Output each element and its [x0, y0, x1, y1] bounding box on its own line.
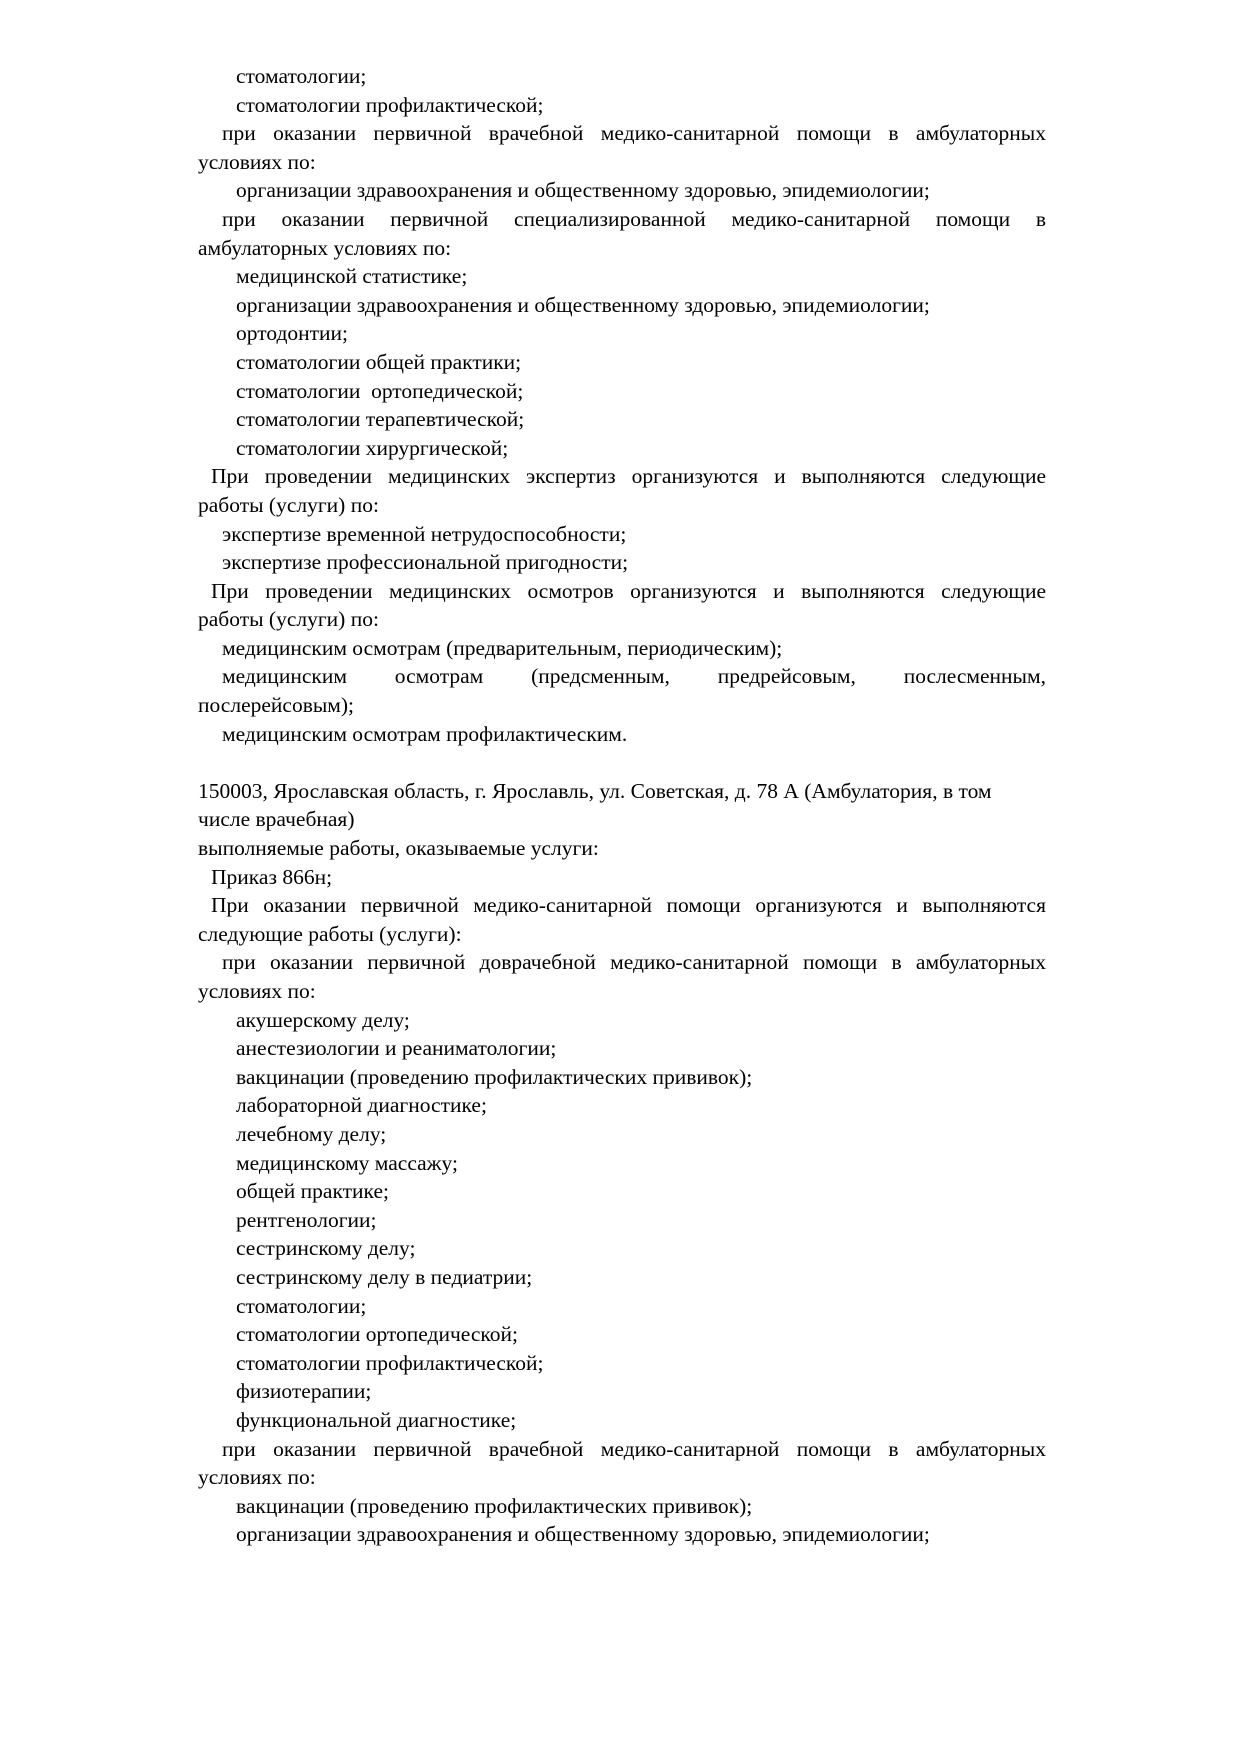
document-line: числе врачебная) [198, 807, 355, 832]
document-line: следующие работы (услуги): [198, 921, 462, 946]
document-line: физиотерапии; [236, 1379, 372, 1404]
document-line: экспертизе профессиональной пригодности; [222, 550, 629, 575]
document-line: При проведении медицинских осмотров организуются и выполняются следующие [211, 578, 1046, 603]
document-line: работы (услуги) по: [198, 607, 379, 632]
document-line: лабораторной диагностике; [236, 1093, 487, 1118]
document-line: стоматологии терапевтической; [236, 407, 525, 432]
document-line: функциональной диагностике; [236, 1407, 517, 1432]
document-line: вакцинации (проведению профилактических прививок); [236, 1064, 753, 1089]
document-line: экспертизе временной нетрудоспособности; [222, 521, 627, 546]
document-line: условиях по: [198, 149, 316, 174]
document-line: лечебному делу; [236, 1121, 387, 1146]
document-line [198, 748, 1046, 777]
document-line: медицинским осмотрам профилактическим. [222, 721, 628, 746]
document-line: при оказании первичной врачебной медико-санитарной помощи в амбулаторных [222, 121, 1046, 146]
document-line: при оказании первичной врачебной медико-санитарной помощи в амбулаторных [222, 1436, 1046, 1461]
document-line: стоматологии; [236, 64, 367, 88]
document-line: медицинским осмотрам (предварительным, периодическим); [222, 635, 783, 660]
document-line: условиях по: [198, 979, 316, 1003]
document-line: выполняемые работы, оказываемые услуги: [198, 836, 599, 861]
document-line: послерейсовым); [198, 693, 355, 718]
document-line: организации здравоохранения и общественному здоровью, эпидемиологии; [236, 292, 930, 317]
document-line: стоматологии ортопедической; [236, 1322, 519, 1347]
document-line: медицинским осмотрам (предсменным, предрейсовым, послесменным, [222, 664, 1046, 689]
document-line: медицинской статистике; [236, 264, 468, 289]
document-line: вакцинации (проведению профилактических прививок); [236, 1493, 753, 1518]
document-line: амбулаторных условиях по: [198, 235, 452, 260]
document-line: стоматологии хирургической; [236, 435, 509, 460]
document-line: стоматологии профилактической; [236, 92, 544, 117]
document-line: стоматологии профилактической; [236, 1350, 544, 1375]
document-line: при оказании первичной специализированной медико-санитарной помощи в [222, 206, 1046, 231]
document-line: Приказ 866н; [211, 864, 333, 889]
document-line: При проведении медицинских экспертиз организуются и выполняются следующие [211, 464, 1046, 489]
document-line: анестезиологии и реаниматологии; [236, 1036, 557, 1061]
document-line: организации здравоохранения и общественному здоровью, эпидемиологии; [236, 178, 930, 203]
document-line: сестринскому делу в педиатрии; [236, 1264, 533, 1289]
document-line: стоматологии ортопедической; [236, 378, 524, 403]
document-line: рентгенологии; [236, 1207, 377, 1232]
document-line: медицинскому массажу; [236, 1150, 458, 1175]
document-line: ортодонтии; [236, 321, 349, 346]
document-line: сестринскому делу; [236, 1236, 416, 1261]
document-line: 150003, Ярославская область, г. Ярославль, ул. Советская, д. 78 А (Амбулатория, в том [198, 778, 992, 803]
document-line: общей практике; [236, 1179, 389, 1204]
document-line: акушерскому делу; [236, 1007, 410, 1032]
document-line: работы (услуги) по: [198, 492, 379, 517]
license-works-text-block [198, 62, 1046, 1549]
document-line: организации здравоохранения и общественному здоровью, эпидемиологии; [236, 1522, 930, 1547]
document-line: стоматологии общей практики; [236, 349, 522, 374]
document-line: при оказании первичной доврачебной медико-санитарной помощи в амбулаторных [222, 950, 1046, 975]
document-line: условиях по: [198, 1465, 316, 1490]
document-line: стоматологии; [236, 1293, 367, 1318]
document-line: При оказании первичной медико-санитарной помощи организуются и выполняются [211, 893, 1046, 918]
